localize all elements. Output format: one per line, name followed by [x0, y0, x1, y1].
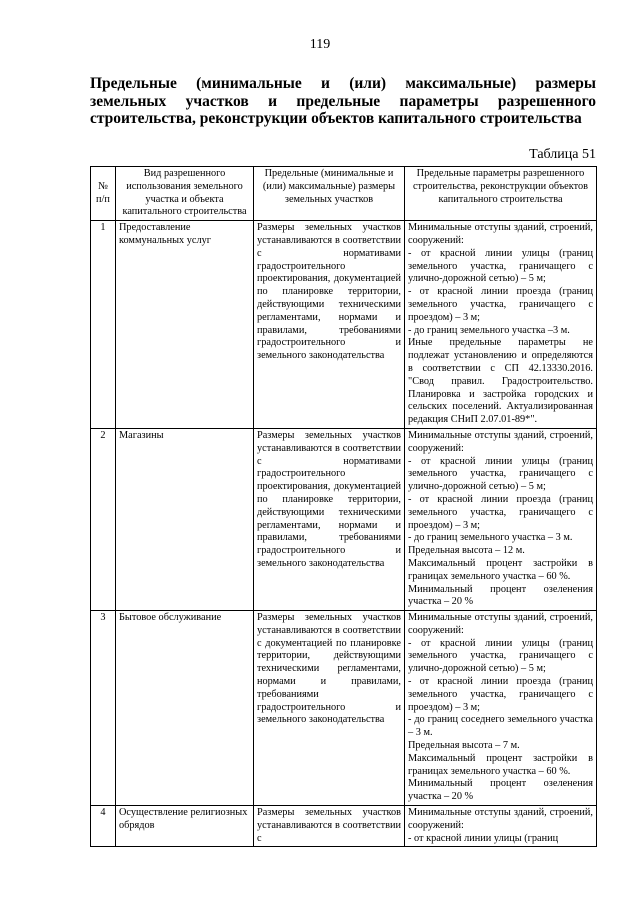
- param-line: - от красной линии проезда (границ земельного участка, граничащего с проездом) – 3 м;: [408, 676, 593, 713]
- table-row: [91, 221, 597, 429]
- param-line: Минимальные отступы зданий, строений, сооружений:: [408, 612, 593, 636]
- header-params: Предельные параметры разрешенного строительства, реконструкции объектов капитального строительства: [405, 167, 597, 221]
- param-line: - до границ соседнего земельного участка – 3 м.: [408, 714, 593, 739]
- title-line: Предельные (минимальные и (или) максимальные) размеры: [90, 75, 596, 92]
- param-line: Минимальный процент озеленения участка – 20 %: [408, 583, 593, 608]
- param-line: - от красной линии улицы (границ земельного участка, граничащего с улично-дорожной сетью) – 5 м;: [408, 637, 593, 675]
- row-sizes: Размеры земельных участков устанавливаются в соответствии с: [254, 806, 405, 847]
- row-sizes: Размеры земельных участков устанавливаются в соответствии с нормативами градостроительного проектирования, документацией по планировке территории, действующими техническими регламентами, нормами и правилами, требованиями градостроительного и земельного законодательства: [254, 428, 405, 610]
- document-title: [90, 75, 596, 128]
- param-line: Максимальный процент застройки в границах земельного участка – 60 %.: [408, 557, 593, 582]
- param-line: Минимальный процент озеленения участка – 20 %: [408, 778, 593, 803]
- title-line: земельных участков и предельные параметры разрешенного: [90, 92, 596, 110]
- param-line: - от красной линии проезда (границ земельного участка, граничащего с проездом) – 3 м;: [408, 286, 593, 323]
- table-row: [91, 806, 597, 847]
- param-line: - от красной линии улицы (границ: [408, 832, 559, 844]
- row-num: 2: [91, 428, 116, 610]
- param-line: - от красной линии улицы (границ земельного участка, граничащего с улично-дорожной сетью) – 5 м;: [408, 455, 593, 493]
- param-line: Минимальные отступы зданий, строений, сооружений:: [408, 429, 593, 454]
- row-params: [405, 806, 597, 847]
- page-number: 119: [309, 37, 331, 52]
- title-line: строительства, реконструкции объектов капитального строительства: [90, 110, 582, 127]
- row-use: Осуществление религиозных обрядов: [116, 806, 254, 847]
- row-num: 4: [91, 806, 116, 847]
- row-sizes: Размеры земельных участков устанавливаются в соответствии с нормативами градостроительного проектирования, документацией по планировке территории, действующими техническими регламентами, нормами и правилами, требованиями градостроительного и земельного законодательства: [254, 221, 405, 429]
- row-params: [405, 428, 597, 610]
- param-line: Предельная высота – 12 м.: [408, 545, 525, 557]
- param-line: Предельная высота – 7 м.: [408, 740, 520, 752]
- parameters-table: [90, 166, 597, 847]
- row-params: [405, 221, 597, 429]
- table-caption: Таблица 51: [529, 147, 596, 162]
- param-line: - от красной линии проезда (границ земельного участка, граничащего с проездом) – 3 м;: [408, 493, 593, 531]
- param-line: Максимальный процент застройки в границах земельного участка – 60 %.: [408, 752, 593, 777]
- header-use: Вид разрешенного использования земельного участка и объекта капитального строительства: [116, 167, 254, 221]
- table-row: [91, 611, 597, 806]
- row-use: Магазины: [116, 428, 254, 610]
- param-line: - от красной линии улицы (границ земельного участка, граничащего с улично-дорожной сетью) – 5 м;: [408, 247, 593, 285]
- param-line: - до границ земельного участка – 3 м.: [408, 532, 573, 544]
- table-header-row: [91, 167, 597, 221]
- header-sizes: Предельные (минимальные и (или) максимальные) размеры земельных участков: [254, 167, 405, 221]
- table-row: [91, 428, 597, 610]
- param-line: Минимальные отступы зданий, строений, сооружений:: [408, 222, 593, 246]
- row-num: 1: [91, 221, 116, 429]
- header-num: № п/п: [91, 167, 116, 221]
- param-line: Иные предельные параметры не подлежат установлению и определяются в соответствии с СП 42.13330.2016. "Свод правил. Градостроительство. Планировка и застройка городских и сельских поселений. Актуализированная редакция СНиП 2.07.01-89*".: [408, 337, 593, 426]
- param-line: Минимальные отступы зданий, строений, сооружений:: [408, 807, 593, 831]
- row-num: 3: [91, 611, 116, 806]
- param-line: - до границ земельного участка –3 м.: [408, 324, 570, 336]
- row-use: Предоставление коммунальных услуг: [116, 221, 254, 429]
- row-use: Бытовое обслуживание: [116, 611, 254, 806]
- row-sizes: Размеры земельных участков устанавливаются в соответствии с документацией по планировке территории, действующими техническими регламентами, нормами и правилами, требованиями градостроительного и земельного законодательства: [254, 611, 405, 806]
- row-params: [405, 611, 597, 806]
